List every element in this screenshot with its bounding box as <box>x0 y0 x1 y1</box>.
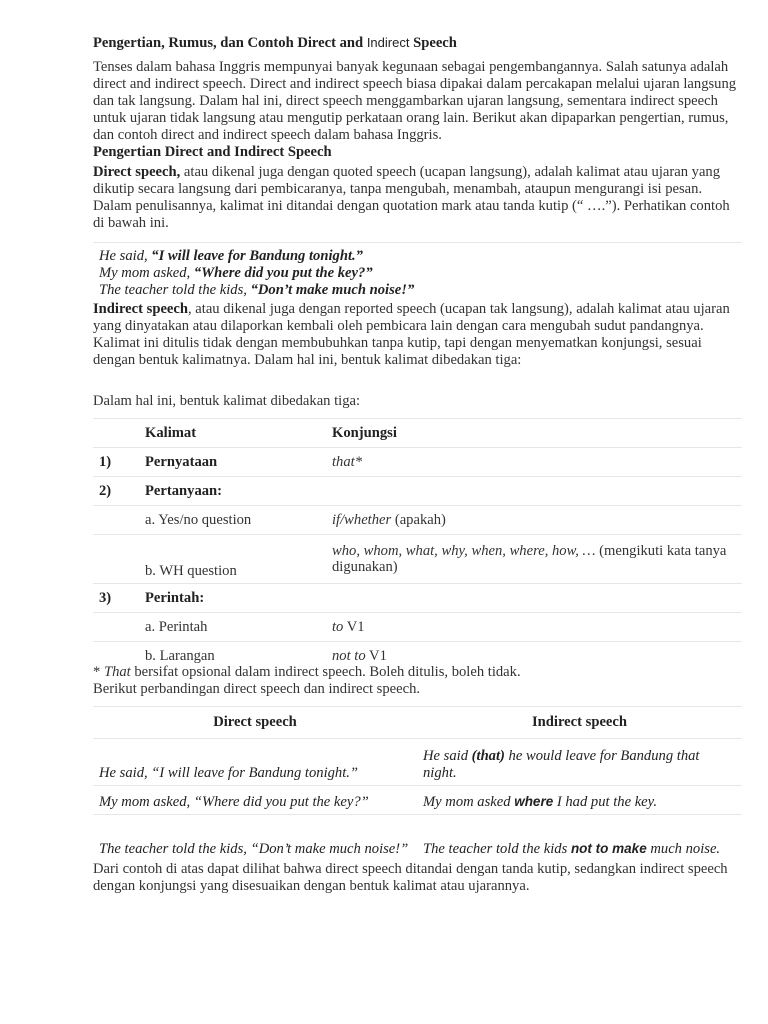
example-quote <box>99 265 742 282</box>
table-row <box>93 584 742 613</box>
example-lead: He said, <box>99 248 152 264</box>
indirect-keyword: where <box>514 794 554 809</box>
row-conjunction <box>326 477 742 506</box>
table-row <box>93 642 742 665</box>
indirect-cell <box>417 815 742 862</box>
title-main: Pengertian, Rumus, dan Contoh Direct and <box>93 35 364 51</box>
note-text: bersifat opsional dalam indirect speech. Boleh ditulis, boleh tidak. <box>130 664 521 680</box>
comparison-row <box>93 815 742 862</box>
table-row <box>93 506 742 535</box>
conj-italic: not to <box>332 648 366 664</box>
conj-rest: V1 <box>365 648 387 664</box>
indirect-definition-text: , atau dikenal juga dengan reported speech (ucapan tak langsung), adalah kalimat atau ujaran yang dinyatakan atau dilaporkan kembali oleh pembicara lain dengan cara mengubah sudut pandangnya. Kalimat ini ditulis tidak dengan membubuhkan tanpa kutip, tapi dengan menyematkan konjungsi, sesuai dengan bentuk kalimatnya. Dalam hal ini, bentuk kalimat dibedakan tiga: <box>93 301 730 368</box>
optional-note <box>93 664 742 681</box>
indirect-part: he would leave for Bandung that night. <box>423 748 700 781</box>
conjunction-table <box>93 418 742 664</box>
document-page <box>93 33 742 895</box>
indirect-part: much noise. <box>646 841 721 857</box>
row-label: b. WH question <box>139 535 326 584</box>
comparison-row <box>93 739 742 786</box>
header-konjungsi: Konjungsi <box>326 419 742 448</box>
note-star: * <box>93 664 104 680</box>
row-conjunction <box>326 642 742 665</box>
indirect-keyword: not to make <box>570 841 647 856</box>
indirect-part: He said <box>423 748 472 764</box>
conclusion-paragraph: Dari contoh di atas dapat dilihat bahwa direct speech ditandai dengan tanda kutip, sedangkan indirect speech dengan konjungsi yang disesuaikan dengan bentuk kalimat atau ujarannya. <box>93 861 728 894</box>
example-text: “I will leave for Bandung tonight.” <box>151 248 363 264</box>
indirect-part: I had put the key. <box>553 794 657 810</box>
header-indirect: Indirect speech <box>417 707 742 739</box>
table-row <box>93 535 742 584</box>
comparison-row <box>93 786 742 815</box>
direct-definition-text: atau dikenal juga dengan quoted speech (ucapan langsung), adalah kalimat atau ujaran yang dikutip secara langsung dari pembicaranya, tanpa mengubah, menambah, ataupun mengurangi isi pesan. Dalam penulisannya, kalimat ini ditandai dengan quotation mark atau tanda kutip (“ ….”). Perhatikan contoh di bawah ini. <box>93 164 730 231</box>
indirect-part: The teacher told the kids <box>423 841 571 857</box>
comparison-table <box>93 706 742 861</box>
conj-rest: (mengikuti kata tanya digunakan) <box>332 543 727 575</box>
intro-paragraph: Tenses dalam bahasa Inggris mempunyai banyak kegunaan sebagai pengembangannya. Salah satunya adalah direct and indirect speech. Direct and indirect speech biasa dipakai dalam percakapan melalui ujaran langsung dan tak langsung. Dalam hal ini, direct speech menggambarkan ujaran langsung, sementara indirect speech untuk ujaran tidak langsung atau mengutip perkataan orang lain. Berikut akan dipaparkan pengertian, rumus, dan contoh direct and indirect speech dalam bahasa Inggris. <box>93 59 737 143</box>
direct-cell: The teacher told the kids, “Don’t make much noise!” <box>93 815 417 862</box>
example-text: “Don’t make much noise!” <box>250 282 415 298</box>
direct-cell: My mom asked, “Where did you put the key?” <box>93 786 417 815</box>
section-heading: Pengertian Direct and Indirect Speech <box>93 144 332 160</box>
indirect-part: My mom asked <box>423 794 515 810</box>
note-that: That <box>103 664 131 680</box>
indirect-keyword: (that) <box>471 748 505 764</box>
table-row <box>93 448 742 477</box>
table-intro: Dalam hal ini, bentuk kalimat dibedakan tiga: <box>93 393 361 409</box>
indirect-term: Indirect speech <box>93 301 188 317</box>
example-quote <box>99 282 742 299</box>
compare-intro: Berikut perbandingan direct speech dan indirect speech. <box>93 681 421 697</box>
example-text: “Where did you put the key?” <box>193 265 373 281</box>
header-kalimat: Kalimat <box>139 419 326 448</box>
conj-italic: that* <box>332 454 362 470</box>
direct-definition <box>93 164 742 232</box>
row-label: b. Larangan <box>139 642 326 665</box>
example-lead: The teacher told the kids, <box>99 282 251 298</box>
title-suffix: Indirect <box>366 35 410 50</box>
example-quotes <box>93 242 742 301</box>
row-label: a. Yes/no question <box>139 506 326 535</box>
conj-italic: who, whom, what, why, when, where, how, … <box>332 543 596 559</box>
row-label: Pernyataan <box>139 448 326 477</box>
table-row <box>93 477 742 506</box>
title-end: Speech <box>413 35 457 51</box>
row-conjunction <box>326 448 742 477</box>
row-conjunction <box>326 613 742 642</box>
comparison-header-row <box>93 707 742 739</box>
document-title <box>93 33 742 53</box>
indirect-cell <box>417 739 742 786</box>
conj-rest: (apakah) <box>391 512 446 528</box>
row-conjunction <box>326 535 742 584</box>
indirect-cell <box>417 786 742 815</box>
row-conjunction <box>326 584 742 613</box>
row-number: 1) <box>93 448 139 477</box>
example-quote <box>99 248 742 265</box>
table-header-row <box>93 419 742 448</box>
row-conjunction <box>326 506 742 535</box>
header-direct: Direct speech <box>93 707 417 739</box>
example-lead: My mom asked, <box>99 265 194 281</box>
row-number: 2) <box>93 477 139 506</box>
direct-cell: He said, “I will leave for Bandung tonight.” <box>93 739 417 786</box>
conj-italic: to <box>332 619 344 635</box>
row-number: 3) <box>93 584 139 613</box>
row-label: a. Perintah <box>139 613 326 642</box>
conj-italic: if/whether <box>332 512 392 528</box>
row-label: Pertanyaan: <box>139 477 326 506</box>
direct-term: Direct speech, <box>93 164 181 180</box>
table-row <box>93 613 742 642</box>
row-label: Perintah: <box>139 584 326 613</box>
indirect-definition <box>93 301 742 369</box>
conj-rest: V1 <box>343 619 365 635</box>
